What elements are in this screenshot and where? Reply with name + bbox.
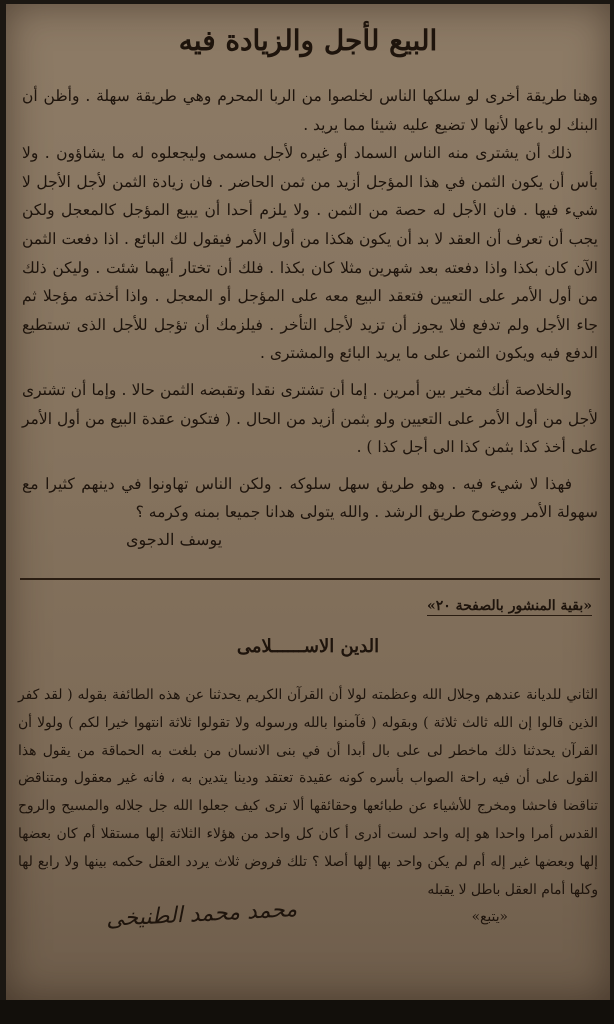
section-title: الدين الاســــــلامى	[236, 636, 380, 657]
article-paragraph-1: وهنا طريقة أخرى لو سلكها الناس لخلصوا من الربا المحرم وهي طريقة سهلة . وأظن أن البنك لو باعها لأنها لا تضيع عليه شيئا مما يريد .	[22, 87, 598, 134]
article-title: البيع لأجل والزيادة فيه	[178, 24, 438, 57]
section-paragraph: الثاني للديانة عندهم وجلال الله وعظمته لولا أن القرآن الكريم يحدثنا عن هذه الطائفة بقوله ( لقد كفر الذين قالوا إن الله ثالث ثلاثة ) وبقوله ( فآمنوا بالله ورسوله ولا تقولوا ثلاثة انتهوا خيرا لكم ) ولولا أن القرآن يحدثنا ذلك ماخطر لى على بال أبدا أن في بنى الانسان من بلغت به الحماقة من يقول هذا القول على أن فيه راحة الصواب بأسره كونه عقيدة تعتقد ودينا يتدين به ، فانه غير معقول ومتناقض تناقضا فاحشا ومخرج للأشياء عن طبائعها وحقائقها ألا ترى كيف جعلوا الله جل جلاله والمسيح والروح القدس أمرا واحدا هو إله واحد لست أدرى أ كان كل واحد من هؤلاء الثلاثة إلها مستقلا أم كان بعضها إلها وبعضها غير إله أم لم يكن واحد بها إلها أصلا ؟ تلك فروض ثلاث يردد العقل حكمه بينها ولا رابع لها وكلها أمام العقل باطل لا يقبله	[18, 687, 598, 898]
section-body	[18, 682, 598, 932]
continued-marker: «يتبع»	[471, 909, 508, 926]
page-edge-shadow	[0, 1000, 614, 1024]
author-signature: يوسف الدجوى	[126, 530, 223, 549]
newspaper-page	[6, 4, 610, 1000]
section-divider	[20, 578, 600, 580]
continuation-tag: «بقية المنشور بالصفحة ٢٠»	[426, 598, 592, 614]
handwritten-signature: محمد محمد الطنيخى	[105, 897, 298, 932]
article-paragraph-2: ذلك أن يشترى منه الناس السماد أو غيره لأجل مسمى وليجعلوه له ما يشاؤون . ولا بأس أن يكون الثمن في هذا المؤجل أزيد من ثمن الحاضر . فان زيادة الثمن لأجل الأجل لا شيء فيها . فان الأجل له حصة من الثمن . ولا يلزم أحدا أن يبيع المؤجل كالمعجل ولكن يجب أن تعرف أن العقد لا بد أن يكون هكذا من أول الأمر فيقول لك البائع . اذا دفعت الثمن الآن كان بكذا واذا دفعته بعد شهرين مثلا كان بكذا . فلك أن تختار أيهما شئت . وليكن ذلك من أول الأمر على التعيين فتعقد البيع معه على المؤجل أو المعجل . واذا أخذته مؤجلا ثم جاء الأجل ولم تدفع فلا يجوز أن تزيد لأجل التأخر . فيلزمك أن تؤجل للأجل الذى تستطيع الدفع فيه ويكون الثمن على ما يريد البائع والمشترى .	[22, 144, 598, 363]
article-body	[22, 82, 598, 527]
article-paragraph-3: والخلاصة أنك مخير بين أمرين . إما أن تشترى نقدا وتقبضه الثمن حالا . وإما أن تشترى لأجل من أول الأمر على التعيين ولو بثمن أزيد من الحال . ( فتكون عقدة البيع من أول الأمر على أخذ كذا بثمن كذا الى أجل كذا ) .	[22, 380, 598, 457]
article-paragraph-4: فهذا لا شيء فيه . وهو طريق سهل سلوكه . ولكن الناس تهاونوا في دينهم كثيرا مع سهولة الأمر ووضوح طريق الرشد . والله يتولى هدانا جميعا بمنه وكرمه ؟	[22, 474, 598, 522]
